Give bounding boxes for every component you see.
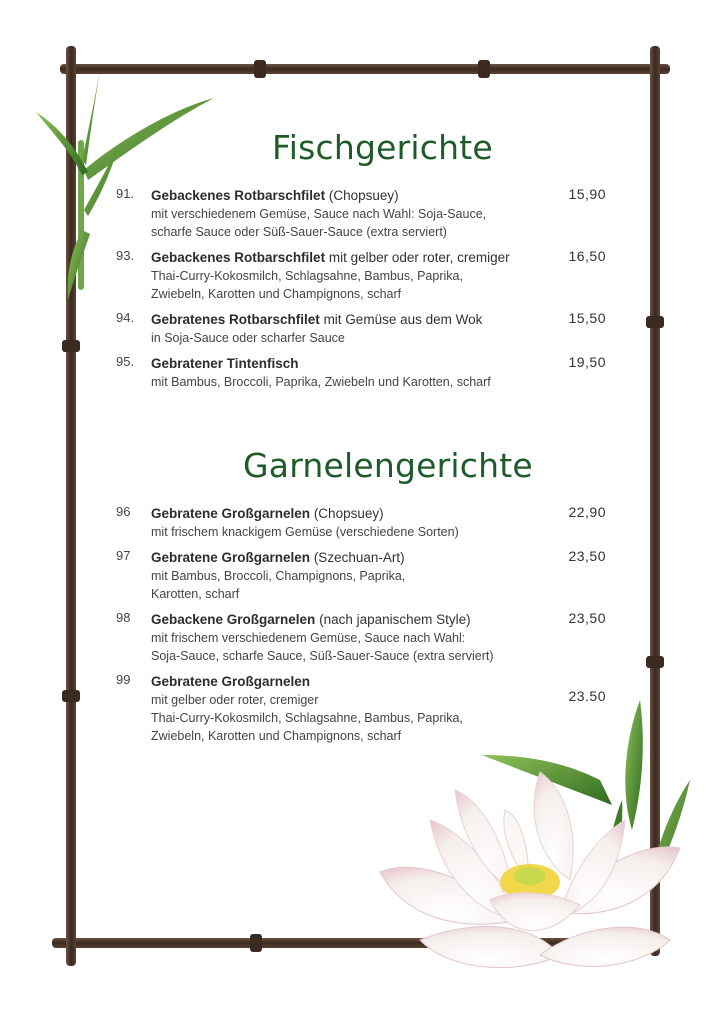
item-desc-line: Thai-Curry-Kokosmilch, Schlagsahne, Bambus, Paprika, xyxy=(151,269,463,283)
item-price: 23,50 xyxy=(568,610,606,626)
item-desc-line: mit Bambus, Broccoli, Paprika, Zwiebeln und Karotten, scharf xyxy=(151,375,491,389)
item-desc-line: Zwiebeln, Karotten und Champignons, scharf xyxy=(151,287,402,301)
item-note: (Szechuan-Art) xyxy=(313,550,405,565)
item-note: (Chopsuey) xyxy=(313,506,384,521)
item-price: 15,90 xyxy=(568,186,606,202)
item-desc-line: mit verschiedenem Gemüse, Sauce nach Wahl: Soja-Sauce, xyxy=(151,207,487,221)
section-title-fischgerichte: Fischgerichte xyxy=(272,128,493,167)
item-name: Gebratene Großgarnelen xyxy=(151,506,311,521)
item-desc-line: Zwiebeln, Karotten und Champignons, scharf xyxy=(151,729,402,743)
item-price: 16,50 xyxy=(568,248,606,264)
item-desc-line: Soja-Sauce, scharfe Sauce, Süß-Sauer-Sauce (extra serviert) xyxy=(151,649,494,663)
item-name: Gebackenes Rotbarschfilet xyxy=(151,188,326,203)
item-desc-line: Thai-Curry-Kokosmilch, Schlagsahne, Bambus, Paprika, xyxy=(151,711,463,725)
item-desc-line: in Soja-Sauce oder scharfer Sauce xyxy=(151,331,345,345)
item-number: 95. xyxy=(116,354,135,369)
item-price: 23,50 xyxy=(568,548,606,564)
item-name: Gebratenes Rotbarschfilet xyxy=(151,312,320,327)
item-desc-line: scharfe Sauce oder Süß-Sauer-Sauce (extra serviert) xyxy=(151,225,447,239)
item-name: Gebackene Großgarnelen xyxy=(151,612,316,627)
item-note: (nach japanischem Style) xyxy=(319,612,471,627)
item-name: Gebratene Großgarnelen xyxy=(151,550,311,565)
item-desc-line: mit frischem verschiedenem Gemüse, Sauce nach Wahl: xyxy=(151,631,466,645)
item-desc-line: Karotten, scharf xyxy=(151,587,240,601)
item-number: 94. xyxy=(116,310,135,325)
item-note: mit gelber oder roter, cremiger xyxy=(328,250,510,265)
item-name: Gebratener Tintenfisch xyxy=(151,356,299,371)
item-number: 98 xyxy=(116,610,131,625)
item-name: Gebratene Großgarnelen xyxy=(151,674,311,689)
item-note: (Chopsuey) xyxy=(328,188,399,203)
item-price: 22,90 xyxy=(568,504,606,520)
menu-item xyxy=(116,354,616,391)
menu-item xyxy=(116,504,616,541)
menu-item xyxy=(116,610,616,665)
item-price: 19,50 xyxy=(568,354,606,370)
menu-item xyxy=(116,672,616,745)
item-price: 15,50 xyxy=(568,310,606,326)
menu-item xyxy=(116,248,616,303)
item-note: mit Gemüse aus dem Wok xyxy=(323,312,483,327)
item-number: 91. xyxy=(116,186,135,201)
menu-list-fischgerichte xyxy=(116,186,616,398)
menu-item xyxy=(116,548,616,603)
item-price: 23.50 xyxy=(568,688,606,704)
item-number: 93. xyxy=(116,248,135,263)
item-number: 97 xyxy=(116,548,131,563)
item-number: 99 xyxy=(116,672,131,687)
item-number: 96 xyxy=(116,504,131,519)
menu-item xyxy=(116,186,616,241)
menu-list-garnelengerichte xyxy=(116,504,616,752)
item-desc-line: mit frischem knackigem Gemüse (verschiedene Sorten) xyxy=(151,525,459,539)
menu-item xyxy=(116,310,616,347)
item-name: Gebackenes Rotbarschfilet xyxy=(151,250,326,265)
item-desc-line: mit gelber oder roter, cremiger xyxy=(151,693,319,707)
item-desc-line: mit Bambus, Broccoli, Champignons, Paprika, xyxy=(151,569,406,583)
section-title-garnelengerichte: Garnelengerichte xyxy=(243,446,533,485)
